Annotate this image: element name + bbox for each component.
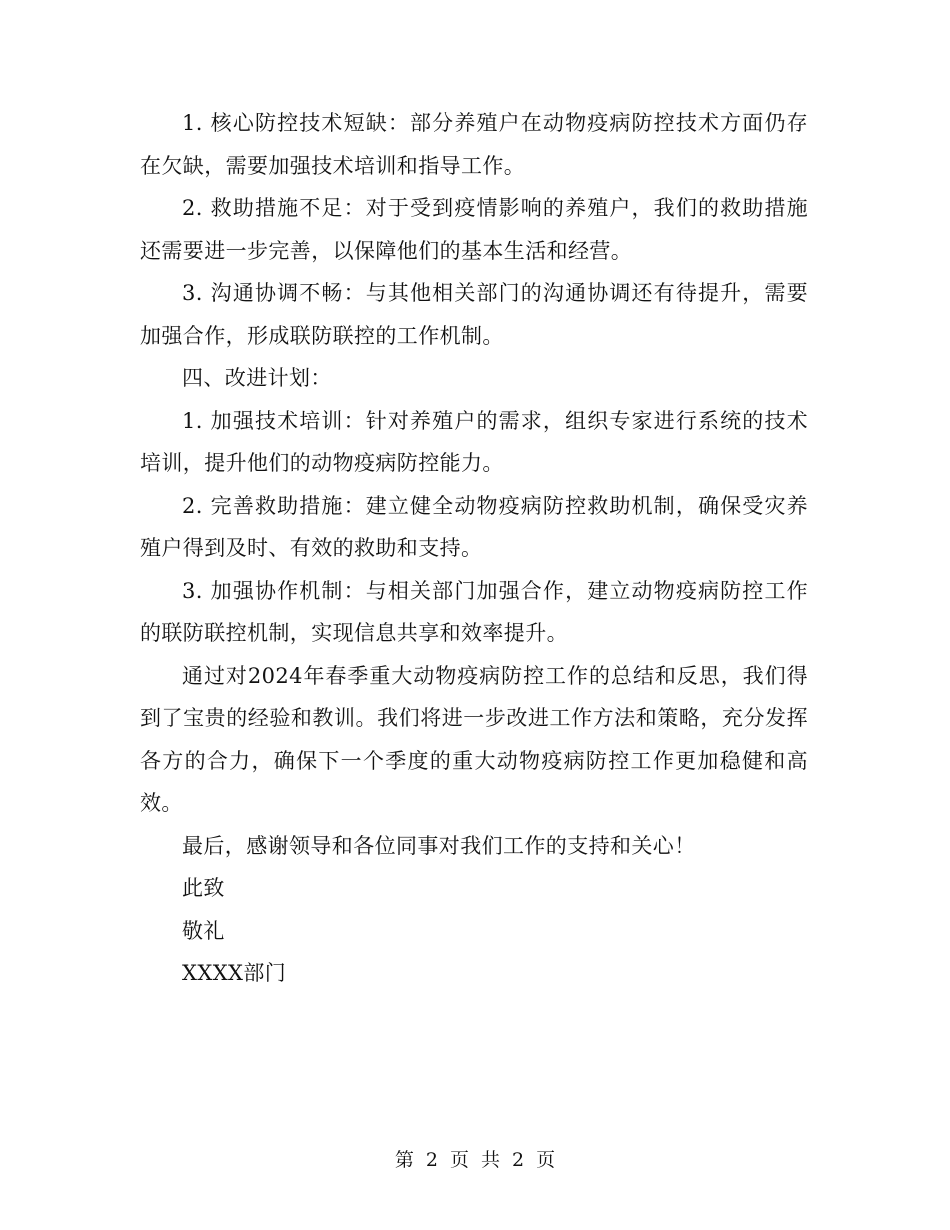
issue-communication: 3. 沟通协调不畅：与其他相关部门的沟通协调还有待提升，需要加强合作，形成联防联控的工作机制。 [140,281,808,348]
plan-cooperation: 3. 加强协作机制：与相关部门加强合作，建立动物疫病防控工作的联防联控机制，实现信息共享和效率提升。 [140,578,808,645]
issue-relief-insufficient: 2. 救助措施不足：对于受到疫情影响的养殖户，我们的救助措施还需要进一步完善，以保障他们的基本生活和经营。 [140,196,808,263]
page-number-footer: 第 2 页 共 2 页 [394,1149,556,1171]
plan-relief-measures: 2. 完善救助措施：建立健全动物疫病防控救助机制，确保受灾养殖户得到及时、有效的救助和支持。 [140,493,808,560]
summary-paragraph: 通过对2024年春季重大动物疫病防控工作的总结和反思，我们得到了宝贵的经验和教训。我们将进一步改进工作方法和策略，充分发挥各方的合力，确保下一个季度的重大动物疫病防控工作更加稳健和高效。 [140,663,808,815]
signature-department: XXXX部门 [182,961,287,985]
closing-jingli: 敬礼 [182,918,225,943]
document-body [140,102,808,995]
closing-cizhi: 此致 [182,876,225,900]
section-heading-improvement-plan: 四、改进计划： [182,366,332,390]
plan-tech-training: 1. 加强技术培训：针对养殖户的需求，组织专家进行系统的技术培训，提升他们的动物疫病防控能力。 [140,408,808,475]
thanks-paragraph: 最后，感谢领导和各位同事对我们工作的支持和关心！ [182,833,696,858]
issue-tech-shortage: 1. 核心防控技术短缺：部分养殖户在动物疫病防控技术方面仍存在欠缺，需要加强技术培训和指导工作。 [140,111,808,178]
